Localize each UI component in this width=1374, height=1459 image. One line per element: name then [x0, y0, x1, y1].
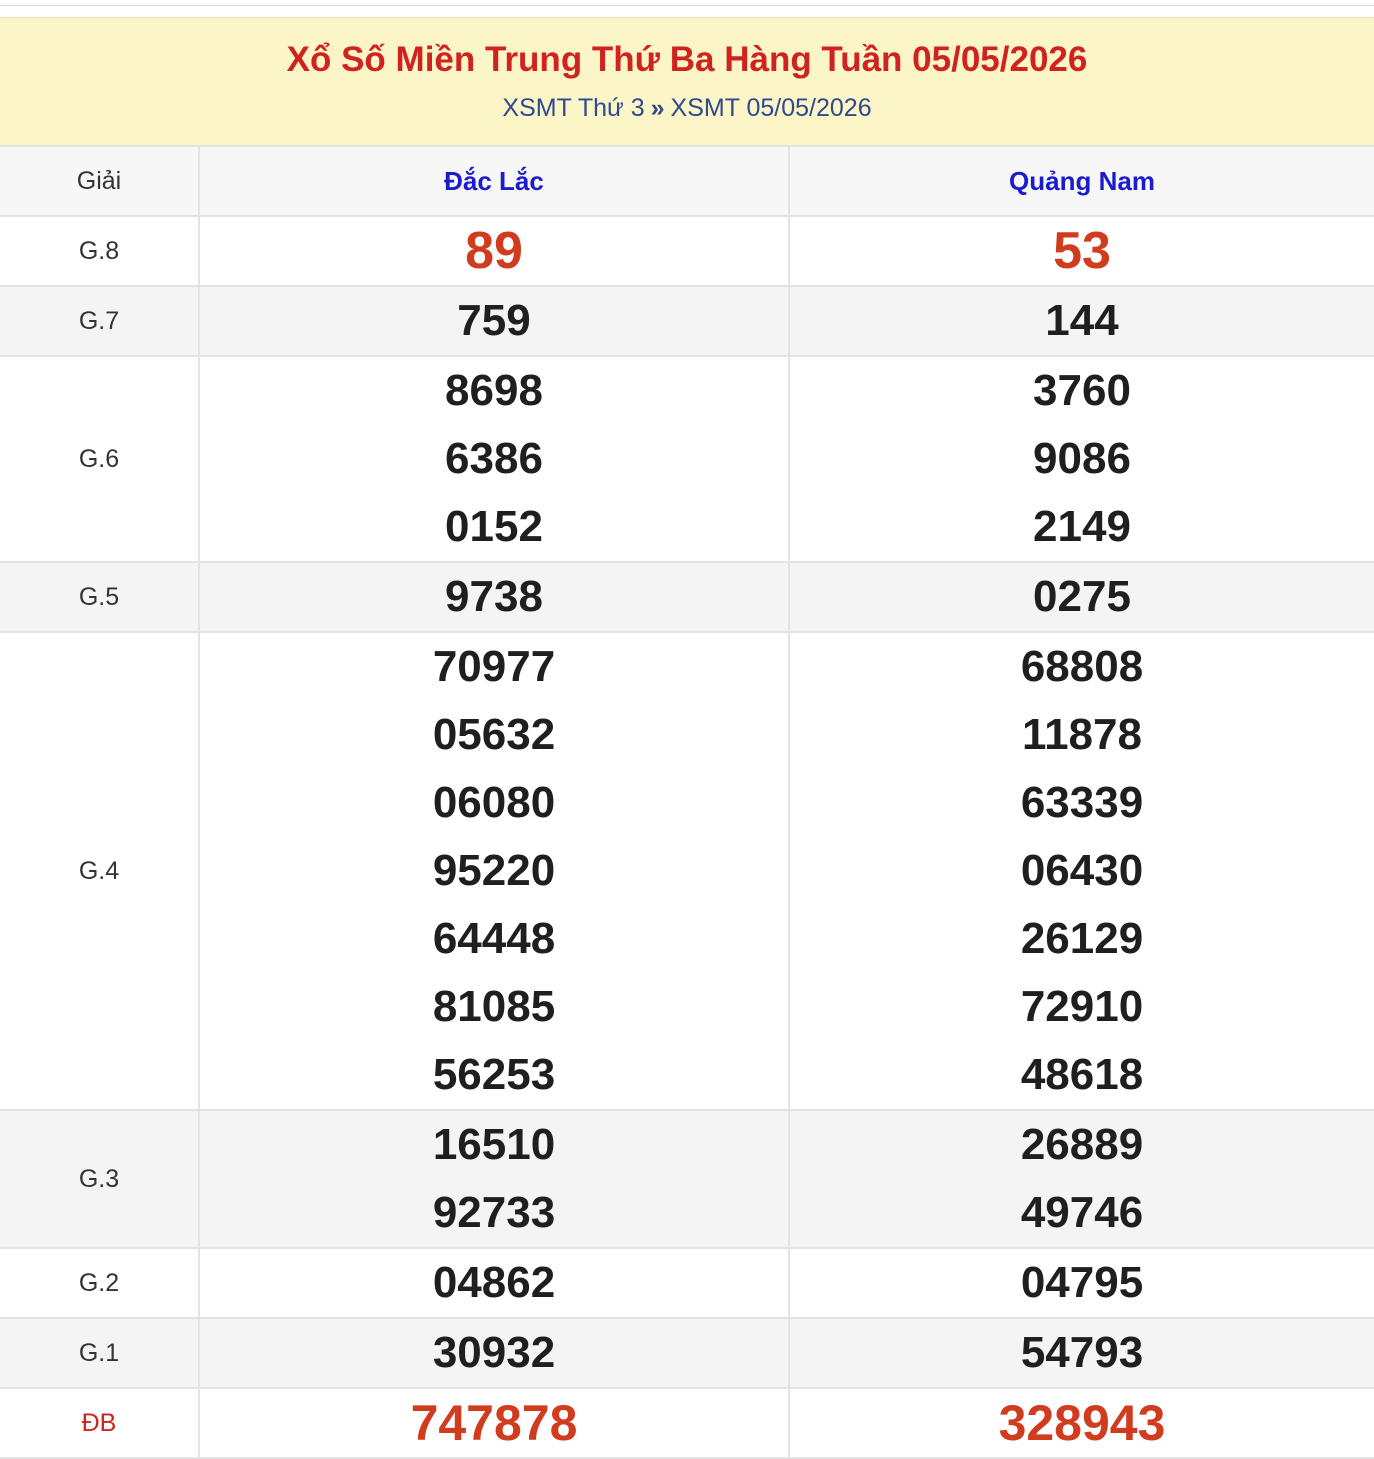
result-number: 72910 — [1020, 982, 1144, 1031]
result-cell — [199, 1248, 789, 1318]
result-number: 49746 — [1020, 1188, 1144, 1237]
result-cell — [789, 632, 1374, 1110]
prize-label-cell — [0, 1318, 199, 1388]
result-number: 89 — [465, 222, 523, 280]
table-row-special-prize — [0, 1388, 1374, 1458]
result-cell — [199, 562, 789, 632]
result-cell — [789, 1248, 1374, 1318]
prize-label-cell — [0, 632, 199, 1110]
result-number: 26889 — [1020, 1120, 1144, 1169]
result-number: 30932 — [432, 1328, 556, 1377]
result-number: 6386 — [445, 434, 543, 483]
table-row — [0, 216, 1374, 286]
result-number: 06080 — [432, 778, 556, 827]
prize-label-cell — [0, 216, 199, 286]
result-number: 63339 — [1020, 778, 1144, 827]
result-number: 3760 — [1033, 366, 1131, 415]
result-number: 144 — [1045, 296, 1119, 345]
result-number: 759 — [457, 296, 531, 345]
result-number: 0152 — [445, 502, 543, 551]
result-number: 48618 — [1020, 1050, 1144, 1099]
result-number: 81085 — [432, 982, 556, 1031]
province-header-quang-nam — [789, 146, 1374, 216]
result-number: 9086 — [1033, 434, 1131, 483]
result-cell — [789, 286, 1374, 356]
prize-label: G.3 — [78, 1164, 120, 1193]
result-cell — [789, 356, 1374, 562]
prize-label-cell — [0, 286, 199, 356]
result-number: 06430 — [1020, 846, 1144, 895]
prize-label-cell — [0, 356, 199, 562]
result-number: 56253 — [432, 1050, 556, 1099]
prize-label: G.1 — [78, 1338, 120, 1367]
table-row — [0, 286, 1374, 356]
prize-label: G.5 — [78, 582, 120, 611]
prize-column-header: Giải — [0, 146, 199, 216]
prize-label-cell — [0, 1248, 199, 1318]
result-cell — [199, 632, 789, 1110]
result-cell — [199, 216, 789, 286]
result-cell — [199, 1388, 789, 1458]
page-title: Xổ Số Miền Trung Thứ Ba Hàng Tuần 05/05/2026 — [286, 40, 1088, 79]
result-number: 0275 — [1033, 572, 1131, 621]
result-cell — [199, 1318, 789, 1388]
result-number: 70977 — [432, 642, 556, 691]
result-number: 04862 — [432, 1258, 556, 1307]
result-cell — [789, 1110, 1374, 1248]
result-cell — [789, 216, 1374, 286]
province-header-dac-lac — [199, 146, 789, 216]
result-cell — [789, 562, 1374, 632]
table-row — [0, 1110, 1374, 1248]
result-cell — [199, 286, 789, 356]
result-number: 8698 — [445, 366, 543, 415]
result-cell — [789, 1318, 1374, 1388]
table-row — [0, 632, 1374, 1110]
prize-label: G.2 — [78, 1268, 120, 1297]
breadcrumb-link-xsmt-date[interactable]: XSMT 05/05/2026 — [670, 94, 872, 122]
breadcrumb-link-xsmt-thu-3[interactable]: XSMT Thứ 3 — [502, 94, 645, 122]
result-number: 92733 — [432, 1188, 556, 1237]
result-cell — [199, 1110, 789, 1248]
prize-label: G.6 — [78, 444, 120, 473]
result-number: 26129 — [1020, 914, 1144, 963]
table-row — [0, 1318, 1374, 1388]
results-table — [0, 145, 1374, 1459]
result-number: 05632 — [432, 710, 556, 759]
prize-label: G.4 — [78, 856, 120, 885]
result-number: 2149 — [1033, 502, 1131, 551]
result-cell — [789, 1388, 1374, 1458]
result-number: 747878 — [410, 1395, 578, 1451]
prize-label: G.8 — [78, 236, 120, 265]
results-header — [0, 17, 1374, 145]
result-number: 53 — [1053, 222, 1111, 280]
breadcrumb-separator: » — [650, 94, 665, 122]
table-row — [0, 1248, 1374, 1318]
province-name[interactable]: Đắc Lắc — [444, 165, 544, 196]
prize-label: G.7 — [78, 306, 120, 335]
result-number: 54793 — [1020, 1328, 1144, 1377]
result-number: 95220 — [432, 846, 556, 895]
table-header-row — [0, 146, 1374, 216]
result-number: 16510 — [432, 1120, 556, 1169]
province-name[interactable]: Quảng Nam — [1009, 165, 1155, 196]
result-number: 64448 — [432, 914, 556, 963]
prize-label-cell — [0, 1388, 199, 1458]
result-number: 68808 — [1020, 642, 1144, 691]
result-number: 11878 — [1022, 710, 1142, 759]
table-row — [0, 356, 1374, 562]
result-number: 04795 — [1020, 1258, 1144, 1307]
prize-label-cell — [0, 562, 199, 632]
result-number: 9738 — [445, 572, 543, 621]
table-row — [0, 562, 1374, 632]
breadcrumb — [0, 94, 1374, 123]
prize-label: ĐB — [81, 1408, 117, 1437]
result-cell — [199, 356, 789, 562]
prize-label-cell — [0, 1110, 199, 1248]
result-number: 328943 — [998, 1395, 1166, 1451]
top-divider — [0, 5, 1374, 6]
